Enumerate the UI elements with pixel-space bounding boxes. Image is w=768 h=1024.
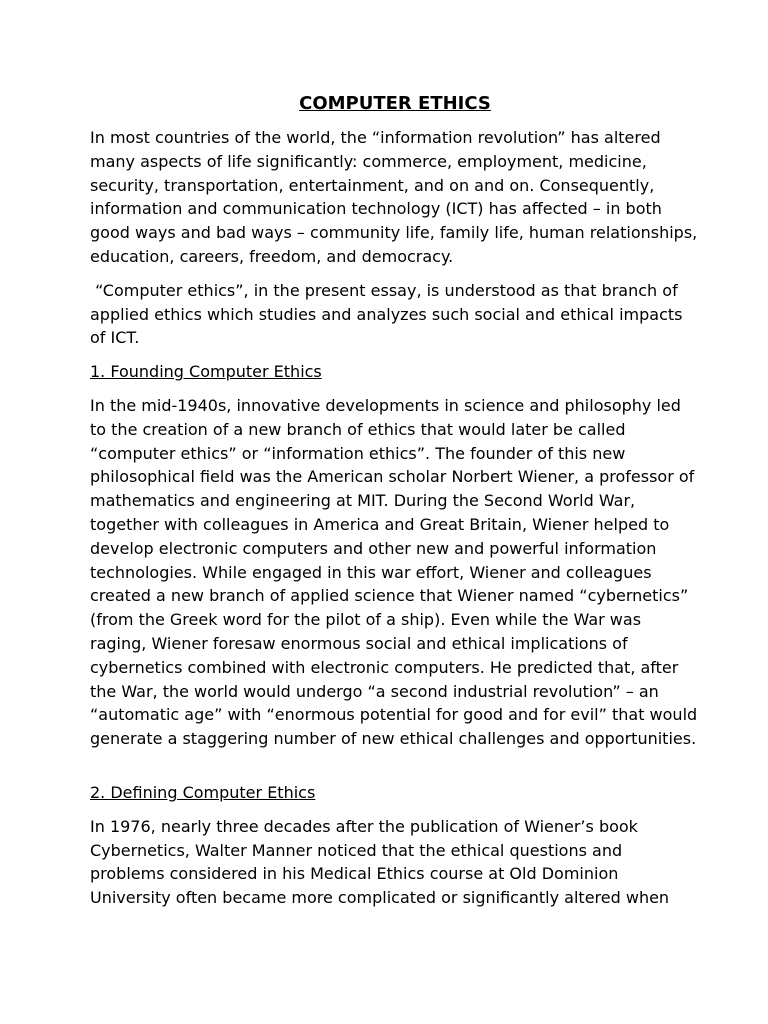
section-spacer: [90, 761, 700, 781]
document-body: [90, 92, 700, 920]
section-paragraph-defining: In 1976, nearly three decades after the publication of Wiener’s book Cybernetics, Walter Manner noticed that the ethical questions and problems considered in his Medical Ethics course at Old Dominion University often became more complicated or significantly altered when: [90, 816, 670, 908]
intro-paragraph: In most countries of the world, the “information revolution” has altered many aspects of life significantly: commerce, employment, medicine, security, transportation, entertainment, and on and on. Consequently, information and communication technology (ICT) has affected – in both good ways and bad ways – community life, family life, human relationships, education, careers, freedom, and democracy.: [90, 128, 698, 266]
section-paragraph-founding: In the mid-1940s, innovative developments in science and philosophy led to the creation of a new branch of ethics that would later be called “computer ethics” or “information ethics”. The founder of this new philosophical field was the American scholar Norbert Wiener, a professor of mathematics and engineering at MIT. During the Second World War, together with colleagues in America and Great Britain, Wiener helped to develop electronic computers and other new and powerful information technologies. While engaged in this war effort, Wiener and colleagues created a new branch of applied science that Wiener named “cybernetics” (from the Greek word for the pilot of a ship). Even while the War was raging, Wiener foresaw enormous social and ethical implications of cybernetics combined with electronic computers. He predicted that, after the War, the world would undergo “a second industrial revolution” – an “automatic age” with “enormous potential for good and for evil” that would generate a staggering number of new ethical challenges and opportunities.: [90, 395, 698, 749]
section-heading-defining: 2. Defining Computer Ethics: [90, 782, 316, 802]
intro-paragraph-definition: “Computer ethics”, in the present essay, is understood as that branch of applied ethics which studies and analyzes such social and ethical impacts of ICT.: [90, 280, 683, 348]
section-heading-founding: 1. Founding Computer Ethics: [90, 362, 322, 382]
document-title: COMPUTER ETHICS: [299, 93, 491, 114]
